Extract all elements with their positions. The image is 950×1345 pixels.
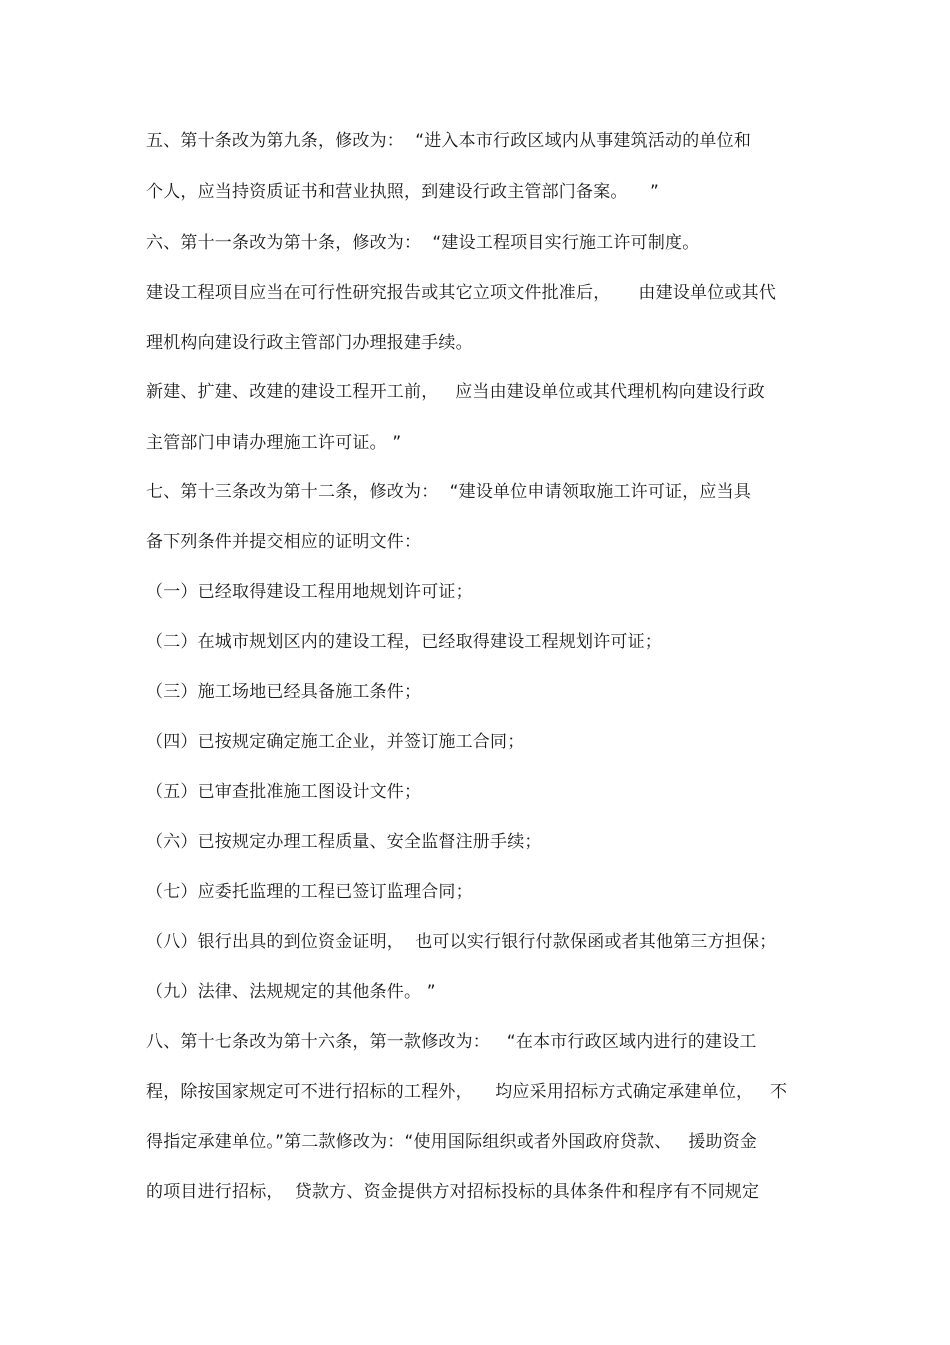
text-line: 六、第十一条改为第十条，修改为： “建设工程项目实行施工许可制度。 — [146, 233, 700, 253]
list-item: （六）已按规定办理工程质量、安全监督注册手续； — [146, 832, 542, 852]
text-line: 建设工程项目应当在可行性研究报告或其它立项文件批准后， 由建设单位或其代 — [146, 283, 777, 303]
text-line: 五、第十条改为第九条，修改为： “进入本市行政区域内从事建筑活动的单位和 — [146, 131, 752, 151]
text-line: 八、第十七条改为第十六条，第一款修改为： “在本市行政区域内进行的建设工 — [146, 1032, 757, 1052]
list-item: （二）在城市规划区内的建设工程，已经取得建设工程规划许可证； — [146, 632, 662, 652]
list-item: （一）已经取得建设工程用地规划许可证； — [146, 582, 473, 602]
list-item: （七）应委托监理的工程已签订监理合同； — [146, 882, 473, 902]
list-item: （九）法律、法规规定的其他条件。 ” — [146, 982, 436, 1002]
text-line: 七、第十三条改为第十二条，修改为： “建设单位申请领取施工许可证，应当具 — [146, 482, 752, 502]
text-line: 新建、扩建、改建的建设工程开工前， 应当由建设单位或其代理机构向建设行政 — [146, 382, 765, 402]
text-line: 得指定承建单位。”第二款修改为：“使用国际组织或者外国政府贷款、 援助资金 — [146, 1132, 758, 1152]
text-line: 备下列条件并提交相应的证明文件： — [146, 532, 422, 552]
text-line: 主管部门申请办理施工许可证。 ” — [146, 433, 402, 453]
text-line: 理机构向建设行政主管部门办理报建手续。 — [146, 333, 473, 353]
text-line: 个人，应当持资质证书和营业执照，到建设行政主管部门备案。 ” — [146, 182, 660, 202]
list-item: （八）银行出具的到位资金证明， 也可以实行银行付款保函或者其他第三方担保； — [146, 932, 777, 952]
text-line: 程，除按国家规定可不进行招标的工程外， 均应采用招标方式确定承建单位， 不 — [146, 1082, 788, 1102]
list-item: （四）已按规定确定施工企业，并签订施工合同； — [146, 732, 525, 752]
list-item: （五）已审查批准施工图设计文件； — [146, 782, 422, 802]
text-line: 的项目进行招标， 贷款方、资金提供方对招标投标的具体条件和程序有不同规定 — [146, 1182, 760, 1202]
list-item: （三）施工场地已经具备施工条件； — [146, 682, 422, 702]
